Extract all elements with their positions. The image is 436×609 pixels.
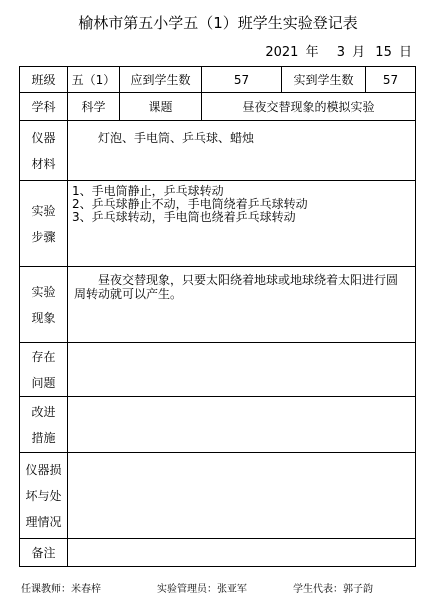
subject-value[interactable]: 科学 [68,93,120,121]
teacher-signature: 任课教师：米春梓 [21,584,101,595]
actual-count-value[interactable]: 57 [366,67,416,93]
admin-signature: 实验管理员：张亚军 [157,584,247,595]
step-item: 2、乒乓球静止不动，手电筒绕着乒乓球转动 [72,197,308,211]
date-year-unit: 年 [305,45,319,60]
row-phenomenon [20,267,416,343]
phenomenon-label-line1: 实验 [31,284,56,299]
materials-label-line1: 仪器 [31,130,56,145]
date-year: 2021 [265,45,299,60]
problems-value[interactable] [68,343,416,397]
record-form-table [19,66,416,567]
damage-label-line1: 仪器损 [25,462,62,477]
step-item: 3、乒乓球转动，手电筒也绕着乒乓球转动 [72,210,296,224]
date-day-unit: 日 [398,45,412,60]
date-month: 3 [336,45,345,60]
row-problems [20,343,416,397]
actual-count-label: 实到学生数 [282,67,366,93]
remark-value[interactable] [68,539,416,567]
row-materials [20,121,416,181]
date-day: 15 [375,45,392,60]
subject-label: 学科 [20,93,68,121]
topic-label: 课题 [120,93,202,121]
row-subject [20,93,416,121]
class-label: 班级 [20,67,68,93]
steps-label-line1: 实验 [31,203,56,218]
steps-label [20,181,68,267]
materials-label [20,121,68,181]
steps-label-line2: 步骤 [31,229,56,244]
materials-label-line2: 材料 [31,156,56,171]
student-rep-signature: 学生代表：郭子韵 [293,584,373,595]
class-value[interactable]: 五（1） [68,67,120,93]
date-line [265,41,412,60]
phenomenon-label-line2: 现象 [31,310,56,325]
topic-value[interactable]: 昼夜交替现象的模拟实验 [202,93,416,121]
expected-count-label: 应到学生数 [120,67,202,93]
row-class [20,67,416,93]
title-text: 榆林市第五小学五（1）班学生实验登记表 [78,14,358,32]
improve-label [20,397,68,453]
remark-label: 备注 [20,539,68,567]
improve-label-line1: 改进 [31,404,56,419]
row-damage [20,453,416,539]
problems-label-line1: 存在 [31,349,56,364]
damage-value[interactable] [68,453,416,539]
step-item: 1、手电筒静止，乒乓球转动 [72,184,224,198]
phenomenon-label [20,267,68,343]
improve-label-line2: 措施 [31,430,56,445]
row-steps [20,181,416,267]
steps-value[interactable] [68,181,416,267]
row-remark [20,539,416,567]
row-improve [20,397,416,453]
problems-label-line2: 问题 [31,375,56,390]
page-title [0,12,436,33]
phenomenon-value[interactable]: 昼夜交替现象，只要太阳绕着地球或地球绕着太阳进行圆周转动就可以产生。 [68,267,416,343]
damage-label [20,453,68,539]
date-month-unit: 月 [352,45,366,60]
improve-value[interactable] [68,397,416,453]
expected-count-value[interactable]: 57 [202,67,282,93]
damage-label-line2: 坏与处 [25,488,62,503]
problems-label [20,343,68,397]
materials-value[interactable]: 灯泡、手电筒、乒乓球、蜡烛 [68,121,416,181]
damage-label-line3: 理情况 [25,514,62,529]
